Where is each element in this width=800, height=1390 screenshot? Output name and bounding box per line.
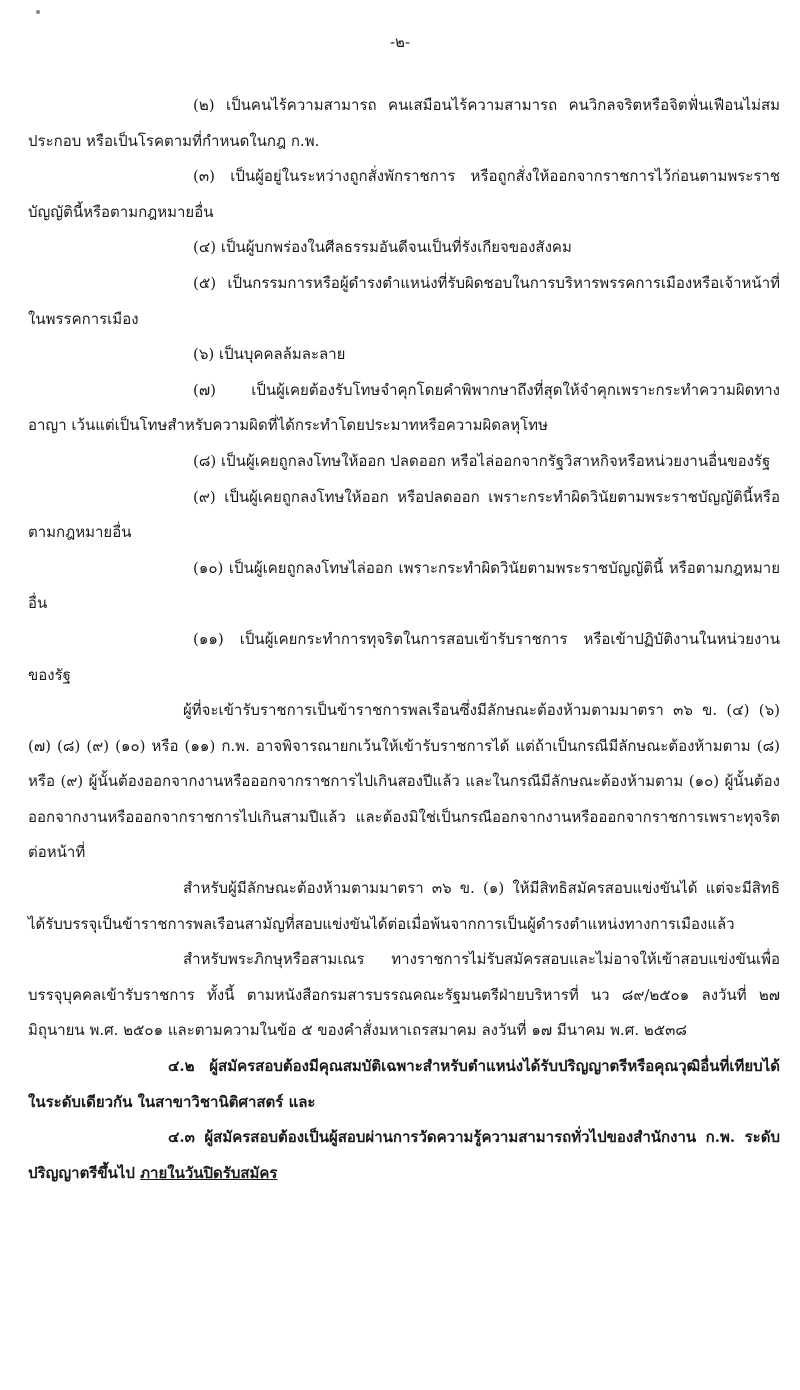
qualification-4-3-text: ๔.๓ ผู้สมัครสอบต้องเป็นผู้สอบผ่านการวัดความรู้ความสามารถทั่วไปของสำนักงาน ก.พ. ระดับปริญญาตรีขึ้นไป <box>28 1128 780 1182</box>
clause-10: (๑๐) เป็นผู้เคยถูกลงโทษไล่ออก เพราะกระทำผิดวินัยตามพระราชบัญญัตินี้ หรือตามกฎหมายอื่น <box>28 558 780 613</box>
political-position-paragraph: สำหรับผู้มีลักษณะต้องห้ามตามมาตรา ๓๖ ข. (๑) ให้มีสิทธิสมัครสอบแข่งขันได้ แต่จะมีสิทธิได้รับบรรจุเป็นข้าราชการพลเรือนสามัญที่สอบแข่งขันได้ต่อเมื่อพ้นจากการเป็นผู้ดำรงตำแหน่งทางการเมืองแล้ว <box>28 879 780 933</box>
clause-3: (๓) เป็นผู้อยู่ในระหว่างถูกสั่งพักราชการ หรือถูกสั่งให้ออกจากราชการไว้ก่อนตามพระราชบัญญัตินี้หรือตามกฎหมายอื่น <box>28 167 780 221</box>
deadline-underlined: ภายในวันปิดรับสมัคร <box>140 1163 278 1182</box>
qualification-4-2: ๔.๒ ผู้สมัครสอบต้องมีคุณสมบัติเฉพาะสำหรับตำแหน่งได้รับปริญญาตรีหรือคุณวุฒิอื่นที่เทียบได้ในระดับเดียวกัน ในสาขาวิชานิติศาสตร์ และ <box>28 1057 780 1111</box>
clause-7: (๗) เป็นผู้เคยต้องรับโทษจำคุกโดยคำพิพากษาถึงที่สุดให้จำคุกเพราะกระทำความผิดทางอาญา เว้นแต่เป็นโทษสำหรับความผิดที่ได้กระทำโดยประมาทหรือความผิดลหุโทษ <box>28 380 780 435</box>
page-number: -๒- <box>389 33 411 51</box>
clause-11: (๑๑) เป็นผู้เคยกระทำการทุจริตในการสอบเข้ารับราชการ หรือเข้าปฏิบัติงานในหน่วยงานของรัฐ <box>28 629 780 684</box>
clause-5: (๕) เป็นกรรมการหรือผู้ดำรงตำแหน่งที่รับผิดชอบในการบริหารพรรคการเมืองหรือเจ้าหน้าที่ในพรรคการเมือง <box>28 273 780 328</box>
document-body <box>28 88 780 1191</box>
exemption-paragraph: ผู้ที่จะเข้ารับราชการเป็นข้าราชการพลเรือนซึ่งมีลักษณะต้องห้ามตามมาตรา ๓๖ ข. (๔) (๖) (๗) (๘) (๙) (๑๐) หรือ (๑๑) ก.พ. อาจพิจารณายกเว้นให้เข้ารับราชการได้ แต่ถ้าเป็นกรณีมีลักษณะต้องห้ามตาม (๘) หรือ (๙) ผู้นั้นต้องออกจากงานหรือออกจากราชการไปเกินสองปีแล้ว และในกรณีมีลักษณะต้องห้ามตาม (๑๐) ผู้นั้นต้องออกจากงานหรือออกจากราชการไปเกินสามปีแล้ว และต้องมิใช่เป็นกรณีออกจากงานหรือออกจากราชการเพราะทุจริตต่อหน้าที่ <box>28 701 780 862</box>
scan-mark <box>36 10 40 14</box>
clause-2: (๒) เป็นคนไร้ความสามารถ คนเสมือนไร้ความสามารถ คนวิกลจริตหรือจิตฟั่นเฟือนไม่สมประกอบ หรือเป็นโรคตามที่กำหนดในกฎ ก.พ. <box>28 96 780 150</box>
qualification-4-3 <box>28 1120 780 1191</box>
clause-6: (๖) เป็นบุคคลล้มละลาย <box>193 345 346 364</box>
clause-9: (๙) เป็นผู้เคยถูกลงโทษให้ออก หรือปลดออก เพราะกระทำผิดวินัยตามพระราชบัญญัตินี้หรือตามกฎหมายอื่น <box>28 487 780 542</box>
clause-8: (๘) เป็นผู้เคยถูกลงโทษให้ออก ปลดออก หรือไล่ออกจากรัฐวิสาหกิจหรือหน่วยงานอื่นของรัฐ <box>193 451 771 470</box>
monk-paragraph: สำหรับพระภิกษุหรือสามเณร ทางราชการไม่รับสมัครสอบและไม่อาจให้เข้าสอบแข่งขันเพื่อบรรจุบุคคลเข้ารับราชการ ทั้งนี้ ตามหนังสือกรมสารบรรณคณะรัฐมนตรีฝ่ายบริหารที่ นว ๘๙/๒๕๐๑ ลงวันที่ ๒๗ มิถุนายน พ.ศ. ๒๕๐๑ และตามความในข้อ ๕ ของคำสั่งมหาเถรสมาคม ลงวันที่ ๑๗ มีนาคม พ.ศ. ๒๕๓๘ <box>28 950 780 1040</box>
clause-4: (๔) เป็นผู้บกพร่องในศีลธรรมอันดีจนเป็นที่รังเกียจของสังคม <box>193 238 572 257</box>
